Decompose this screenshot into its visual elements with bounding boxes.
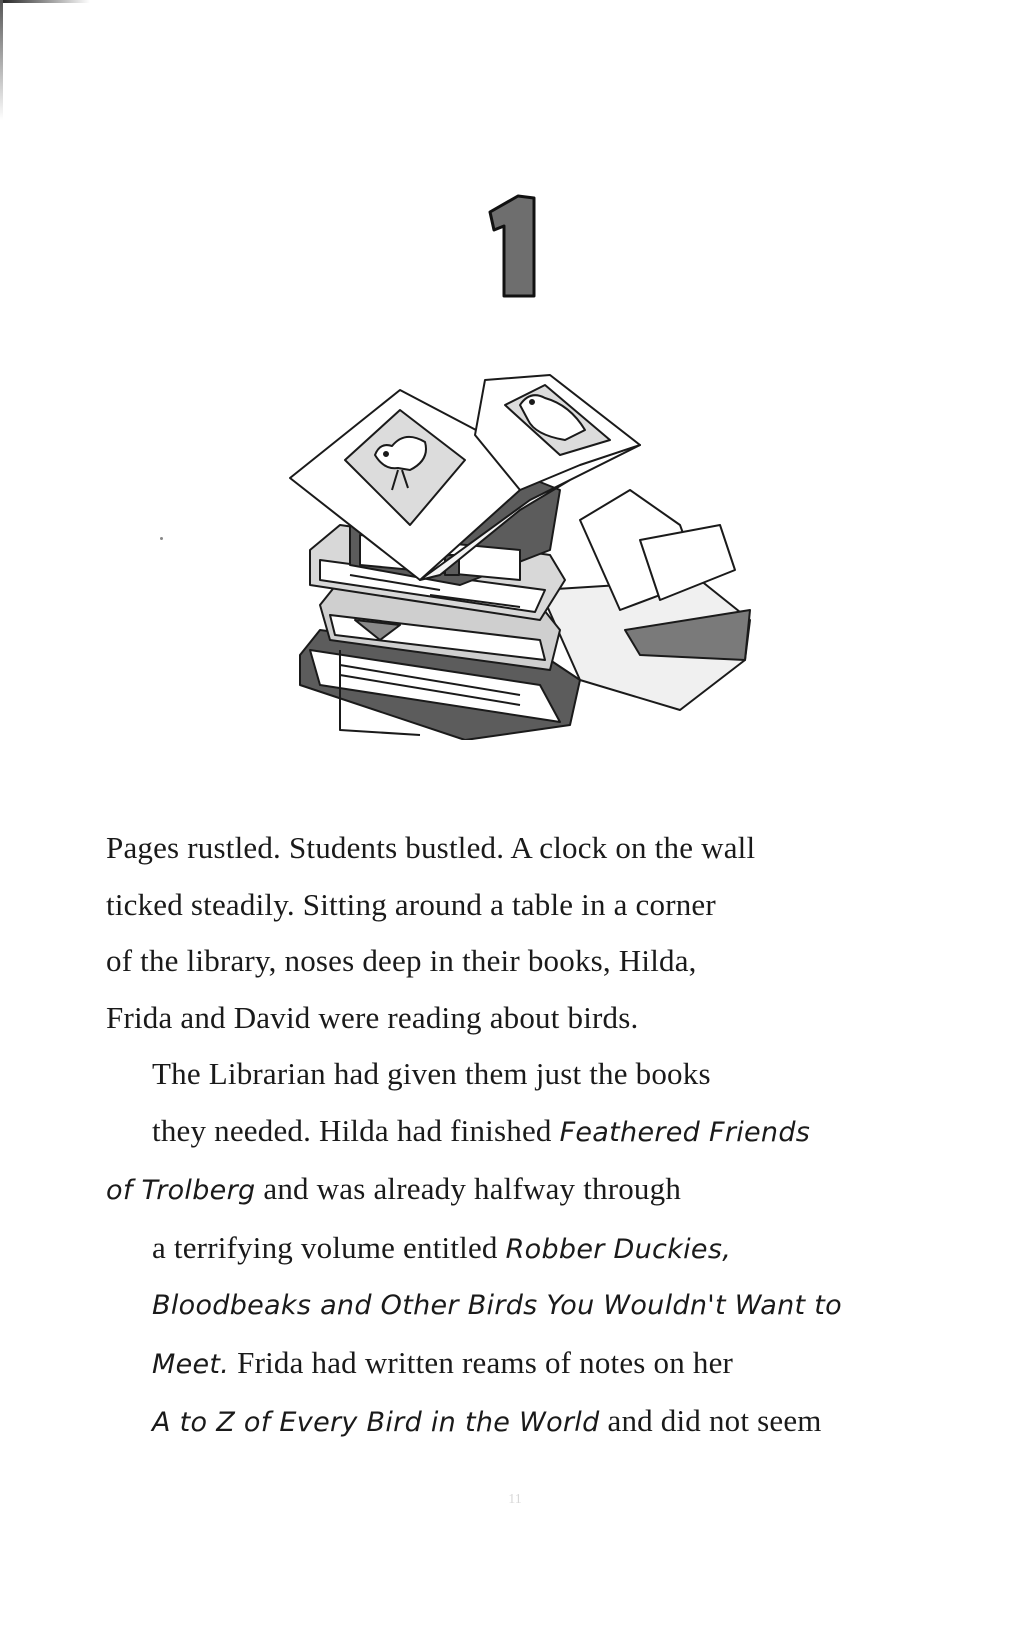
book-title: of Trolberg [106,1175,256,1206]
book-title: Robber Duckies, [505,1233,732,1265]
text-line: Pages rustled. Students bustled. A clock on the wall [106,830,756,865]
book-title: Feathered Friends [559,1116,811,1148]
chapter-body [106,820,926,1452]
book-title: A to Z of Every Bird in the World [152,1407,600,1438]
page-number: 11 [508,1492,522,1507]
text-line: The Librarian had given them just the books [152,1056,711,1091]
paragraph-1 [106,820,926,1046]
text-run: Frida had written reams of notes on her [229,1344,734,1380]
books-illustration [280,350,760,740]
text-run: and was already halfway through [255,1171,682,1206]
text-line: ticked steadily. Sitting around a table in a corner [106,886,716,922]
book-title-line: Bloodbeaks and Other Birds You Wouldn't Want to [152,1290,842,1321]
text-line [106,1220,926,1279]
paragraph-2 [106,1046,926,1452]
text-run: a terrifying volume entitled [152,1229,506,1265]
text-line [106,1103,926,1162]
text-line [106,1335,926,1394]
text-line [106,1161,926,1220]
chapter-number-glyph [488,192,536,302]
text-run: and did not seem [599,1403,822,1438]
page-edge-shadow-left [0,0,3,120]
page-edge-shadow-top [0,0,90,3]
text-line [106,1393,926,1452]
text-line: Frida and David were reading about birds. [106,999,639,1035]
text-run: they needed. Hilda had finished [152,1112,560,1148]
scan-speck [160,537,163,540]
book-title: Meet. [152,1348,230,1380]
text-line: of the library, noses deep in their books, Hilda, [106,943,697,978]
